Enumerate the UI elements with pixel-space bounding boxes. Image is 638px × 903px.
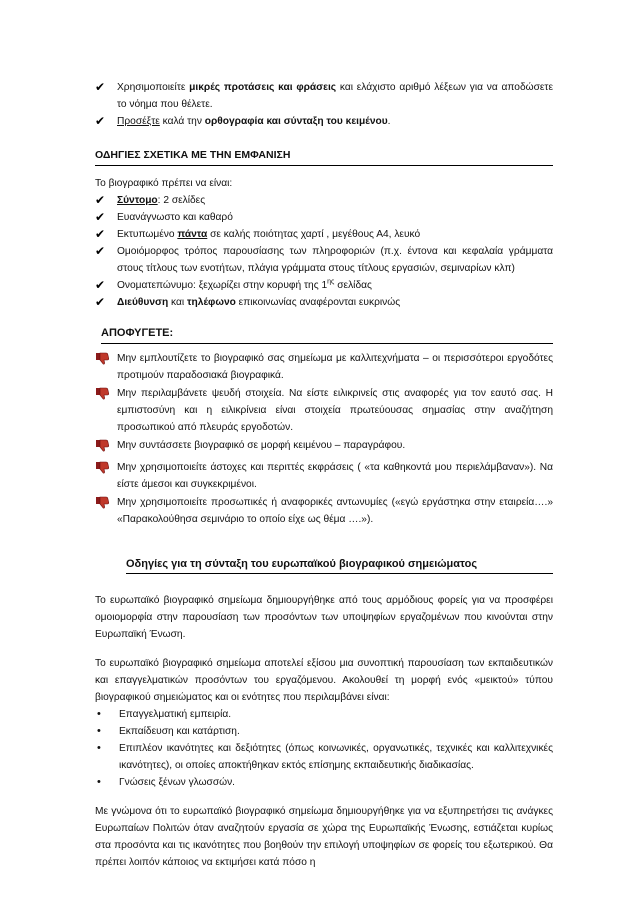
list-item: • Γνώσεις ξένων γλωσσών.	[95, 774, 553, 791]
appearance-item: ✔ Εκτυπωμένο πάντα σε καλής ποιότητας χαρτί , μεγέθους Α4, λευκό	[95, 227, 421, 241]
euro-paragraph: Το ευρωπαϊκό βιογραφικό σημείωμα δημιουργήθηκε από τους αρμόδιους φορείς για να προσφέρει ομοιομορφία στην παρουσίαση των προσόντων των υποψηφίων εργαζομένων που κινούνται στην Ευρωπαϊκή Ένωση.	[95, 595, 553, 640]
euro-paragraph: Με γνώμονα ότι το ευρωπαϊκό βιογραφικό σημείωμα δημιουργήθηκε για να εξυπηρετήσει τις ανάγκες Ευρωπαίων Πολιτών όταν αναζητούν εργασία σε χώρα της Ευρωπαϊκής Ένωσης, εστιάζεται κυρίως στα προσόντα και τις ικανότητες που βοηθούν την επιλογή υποψηφίων σε φορείς του εξωτερικού. Θα πρέπει λοιπόν κάποιος να εκτιμήσει κατά πόσο η	[95, 806, 553, 868]
checkmark-icon: ✔	[95, 295, 106, 309]
appearance-lead: Το βιογραφικό πρέπει να είναι:	[95, 178, 233, 189]
appearance-item: ✔ Ευανάγνωστο και καθαρό	[95, 210, 233, 224]
euro-section	[95, 556, 553, 871]
checkmark-icon: ✔	[95, 210, 106, 224]
bullet-icon: •	[97, 725, 101, 737]
thumbs-down-icon	[95, 496, 117, 515]
checkmark-icon: ✔	[95, 227, 106, 241]
checkmark-icon: ✔	[95, 80, 106, 94]
thumbs-down-icon	[95, 461, 117, 480]
thumbs-down-icon	[95, 387, 117, 406]
thumbs-down-icon	[95, 439, 117, 458]
avoid-item: Μην εμπλουτίζετε το βιογραφικό σας σημείωμα με καλλιτεχνήματα – οι περισσότεροι εργοδότες προτιμούν παραδοσιακά βιογραφικά.	[95, 350, 553, 384]
appearance-item: ✔ Σύντομο: 2 σελίδες	[95, 193, 206, 207]
checkmark-icon: ✔	[95, 278, 106, 292]
avoid-item: Μην περιλαμβάνετε ψευδή στοιχεία. Να είστε ειλικρινείς στις αναφορές για τον εαυτό σας. Η εμπιστοσύνη και η ειλικρίνεια είναι στοιχεία πρωτεύουσας σημασίας στην αναζήτηση προσωπικού από πλευράς εργοδοτών.	[95, 385, 553, 436]
avoid-section	[95, 325, 553, 528]
bullet-icon: •	[97, 776, 101, 788]
list-item: • Επαγγελματική εμπειρία.	[95, 706, 553, 723]
checkmark-icon: ✔	[95, 114, 106, 128]
intro-list	[95, 0, 553, 130]
thumbs-down-icon	[95, 352, 117, 371]
intro-item: ✔ Χρησιμοποιείτε μικρές προτάσεις και φράσεις και ελάχιστο αριθμό λέξεων για να αποδώσετε το νόημα που θέλετε.	[95, 80, 553, 110]
appearance-item: ✔ Ονοματεπώνυμο: ξεχωρίζει στην κορυφή της $1^{\eta\varsigma}$ σελίδας	[95, 278, 372, 292]
list-item: • Εκπαίδευση και κατάρτιση.	[95, 723, 553, 740]
appearance-section	[95, 147, 553, 311]
checkmark-icon: ✔	[95, 193, 106, 207]
avoid-item: Μην χρησιμοποιείτε άστοχες και περιττές εκφράσεις ( «τα καθηκοντά μου περιελάμβαναν»). Να είστε άμεσοι και συγκεκριμένοι.	[95, 459, 553, 493]
euro-paragraph: Το ευρωπαϊκό βιογραφικό σημείωμα αποτελεί εξίσου μια συνοπτική παρουσίαση των εκπαιδευτικών και επαγγελματικών προσόντων του εργαζόμενου. Ακολουθεί τη μορφή ενός «μεικτού» τύπου βιογραφικού σημειώματος και οι ενότητες που περιλαμβάνει είναι:	[95, 658, 553, 703]
appearance-item: ✔ Ομοιόμορφος τρόπος παρουσίασης των πληροφοριών (π.χ. έντονα και κεφαλαία γράμματα στους τίτλους των ενοτήτων, πλάγια γράμματα στους τίτλους εργασιών, σεμιναρίων κλπ)	[95, 244, 553, 274]
checkmark-icon: ✔	[95, 244, 106, 258]
section-title-appearance: ΟΔΗΓΙΕΣ ΣΧΕΤΙΚΑ ΜΕ ΤΗΝ ΕΜΦΑΝΙΣΗ	[95, 147, 553, 166]
euro-bullets	[95, 706, 553, 791]
appearance-item: ✔ Διεύθυνση και τηλέφωνο επικοινωνίας αναφέρονται ευκρινώς	[95, 295, 401, 309]
list-item: • Επιπλέον ικανότητες και δεξιότητες (όπως κοινωνικές, οργανωτικές, τεχνικές και καλλιτεχνικές ικανότητες), οι οποίες αποκτήθηκαν εκτός επίσημης εκπαιδευτικής διαδικασίας.	[97, 742, 553, 771]
avoid-item: Μην συντάσσετε βιογραφικό σε μορφή κειμένου – παραγράφου.	[95, 437, 553, 458]
bullet-icon: •	[97, 742, 101, 754]
avoid-item: Μην χρησιμοποιείτε προσωπικές ή αναφορικές αντωνυμίες («εγώ εργάστηκα στην εταιρεία….» «Παρακολούθησα σεμινάριο το οποίο είχε ως θέμα ….»).	[95, 494, 553, 528]
section-title-avoid: ΑΠΟΦΥΓΕΤΕ:	[101, 327, 174, 339]
bullet-icon: •	[97, 708, 101, 720]
intro-item: ✔ Προσέξτε καλά την ορθογραφία και σύνταξη του κειμένου.	[95, 114, 391, 128]
section-title-euro: Οδηγίες για τη σύνταξη του ευρωπαϊκού βιογραφικού σημειώματος	[126, 556, 553, 574]
